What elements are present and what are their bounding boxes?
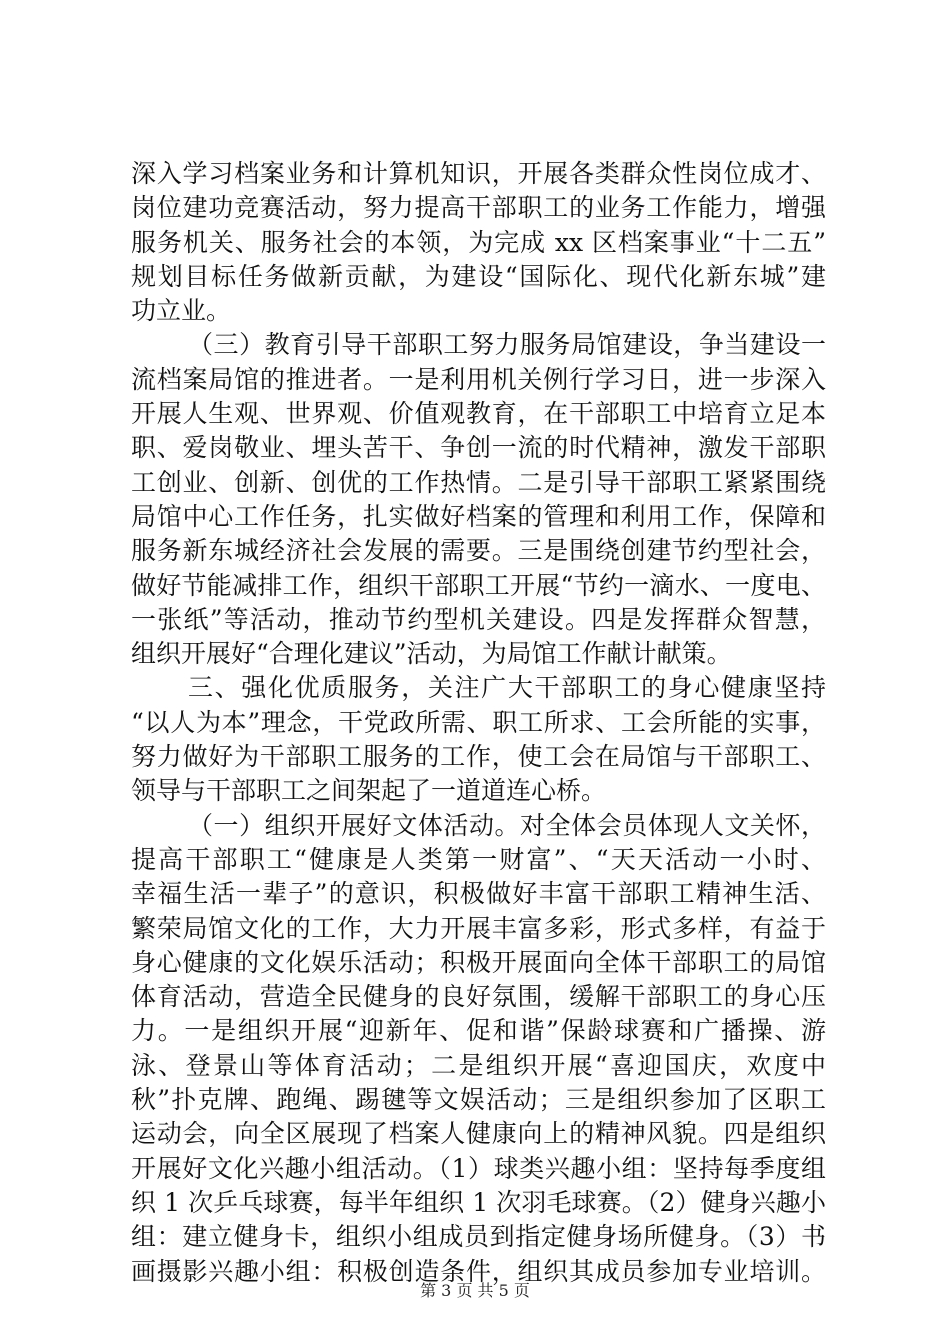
text-line: 幸福生活一辈子”的意识，积极做好丰富干部职工精神生活、: [131, 879, 826, 909]
text-line: 织 1 次乒乓球赛，每半年组织 1 次羽毛球赛。（2）健身兴趣小: [131, 1187, 826, 1217]
text-line: 服务新东城经济社会发展的需要。三是围绕创建节约型社会，: [131, 536, 826, 566]
text-line: 开展好文化兴趣小组活动。（1）球类兴趣小组：坚持每季度组: [131, 1153, 826, 1183]
text-line: （一）组织开展好文体活动。对全体会员体现人文关怀，: [188, 810, 826, 840]
text-line: 服务机关、服务社会的本领，为完成 xx 区档案事业“十二五”: [131, 227, 826, 257]
text-line: 一张纸”等活动，推动节约型机关建设。四是发挥群众智慧，: [131, 604, 826, 634]
text-line: 提高干部职工“健康是人类第一财富”、“天天活动一小时、: [131, 844, 826, 874]
text-line: 领导与干部职工之间架起了一道道连心桥。: [131, 776, 607, 806]
text-line: 泳、登景山等体育活动；二是组织开展“喜迎国庆，欢度中: [131, 1050, 826, 1080]
text-line: 身心健康的文化娱乐活动；积极开展面向全体干部职工的局馆: [131, 947, 826, 977]
text-line: 运动会，向全区展现了档案人健康向上的精神风貌。四是组织: [131, 1119, 826, 1149]
text-line: 秋”扑克牌、跑绳、踢毽等文娱活动；三是组织参加了区职工: [131, 1085, 826, 1115]
text-line: 繁荣局馆文化的工作，大力开展丰富多彩，形式多样，有益于: [131, 913, 826, 943]
text-line: 深入学习档案业务和计算机知识，开展各类群众性岗位成才、: [131, 159, 826, 188]
text-line: 功立业。: [131, 296, 232, 326]
text-line: （三）教育引导干部职工努力服务局馆建设，争当建设一: [188, 330, 826, 360]
text-line: 体育活动，营造全民健身的良好氛围，缓解干部职工的身心压: [131, 982, 826, 1012]
text-line: 工创业、创新、创优的工作热情。二是引导干部职工紧紧围绕: [131, 467, 826, 497]
text-line: 流档案局馆的推进者。一是利用机关例行学习日，进一步深入: [131, 364, 826, 394]
text-line: 三、强化优质服务，关注广大干部职工的身心健康坚持: [188, 673, 826, 703]
text-line: 画摄影兴趣小组：积极创造条件，组织其成员参加专业培训。: [131, 1256, 826, 1286]
text-line: 组：建立健身卡，组织小组成员到指定健身场所健身。（3）书: [131, 1222, 826, 1252]
page-footer: 第 3 页 共 5 页: [420, 1281, 530, 1300]
body-text: [131, 157, 826, 1289]
text-line: 职、爱岗敬业、埋头苦干、争创一流的时代精神，激发干部职: [131, 433, 826, 463]
text-line: 组织开展好“合理化建议”活动，为局馆工作献计献策。: [131, 639, 732, 669]
text-line: 力。一是组织开展“迎新年、促和谐”保龄球赛和广播操、游: [131, 1016, 826, 1046]
text-line: 努力做好为干部职工服务的工作，使工会在局馆与干部职工、: [131, 742, 826, 772]
text-line: 做好节能减排工作，组织干部职工开展“节约一滴水、一度电、: [131, 570, 826, 600]
text-line: 开展人生观、世界观、价值观教育，在干部职工中培育立足本: [131, 399, 826, 429]
text-line: 规划目标任务做新贡献，为建设“国际化、现代化新东城”建: [131, 261, 826, 291]
text-line: 局馆中心工作任务，扎实做好档案的管理和利用工作，保障和: [131, 501, 826, 531]
text-line: 岗位建功竞赛活动，努力提高干部职工的业务工作能力，增强: [131, 193, 826, 223]
text-line: “以人为本”理念，干党政所需、职工所求、工会所能的实事，: [131, 707, 826, 737]
